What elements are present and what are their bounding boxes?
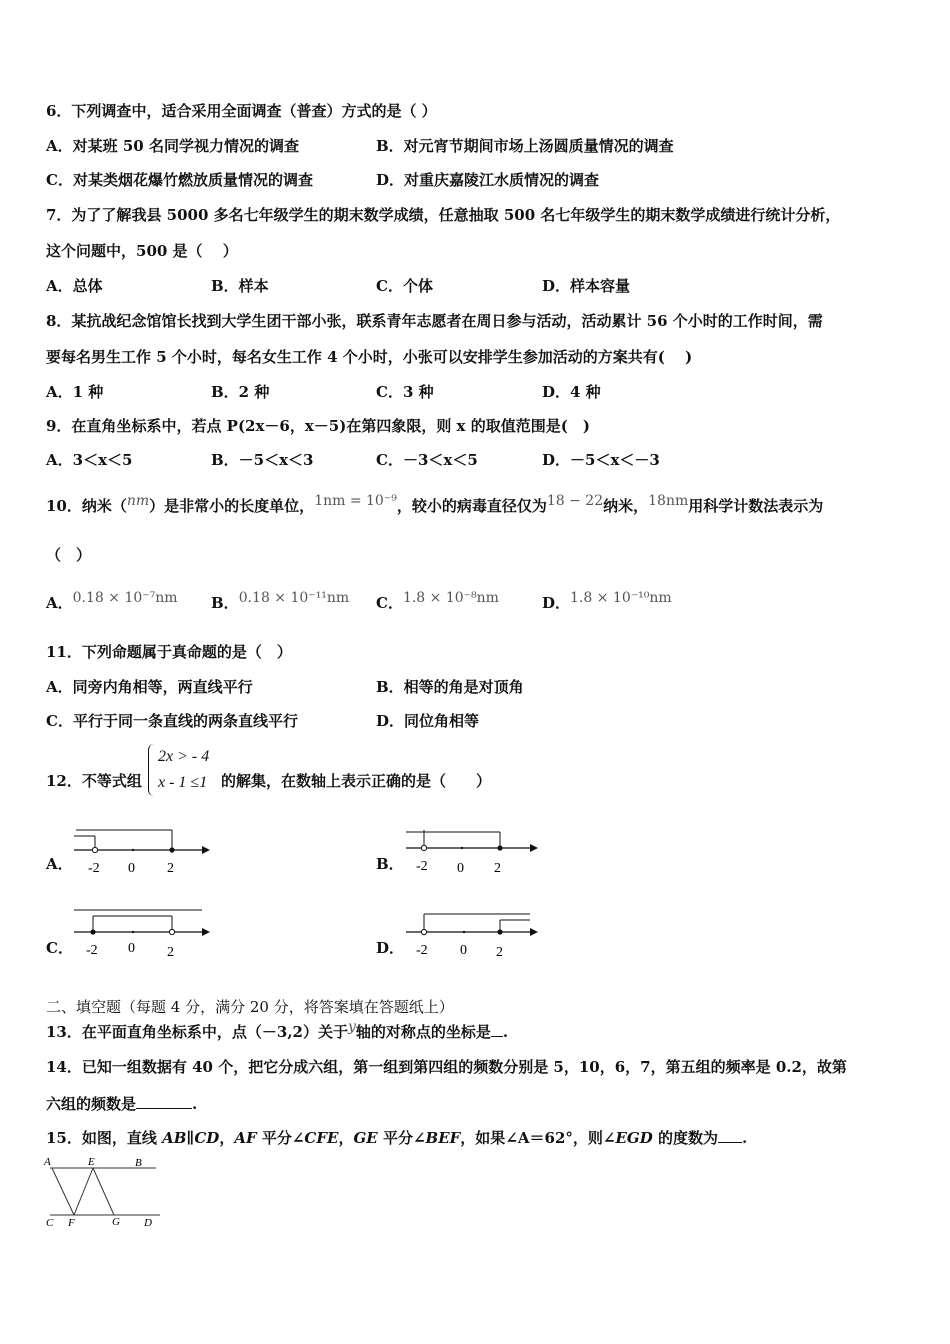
number-line-a (70, 822, 210, 878)
tick-label: 0 (457, 861, 464, 876)
q15-answer-blank[interactable] (718, 1128, 742, 1143)
q10-text-3: ，较小的病毒直径仅为 (396, 497, 547, 515)
inequality-2: x - 1 ≤1 (158, 774, 208, 791)
q15-text-3: 平分 (256, 1129, 292, 1147)
q15-text-5: 平分 (377, 1129, 413, 1147)
number-line-c (70, 904, 210, 962)
q15-text-1: 15．如图，直线 (46, 1129, 163, 1147)
q8-option-c: C．3 种 (376, 383, 434, 401)
q11-option-c: C．平行于同一条直线的两条直线平行 (46, 712, 298, 730)
q13-text-3: . (502, 1023, 509, 1041)
inequality-system (152, 744, 209, 796)
q15-text-8: 的度数为 (652, 1129, 718, 1147)
tick-label: 2 (496, 945, 503, 960)
figure-label: G (112, 1216, 120, 1228)
q11-option-a: A．同旁内角相等，两直线平行 (46, 678, 253, 696)
q15-angle-bef: ∠BEF (412, 1129, 461, 1147)
q10-option-a (46, 590, 178, 614)
figure-label: A (44, 1156, 51, 1168)
q10-option-b-formula: 0.18 × 10⁻¹¹nm (238, 590, 350, 606)
q14-answer-blank[interactable] (136, 1094, 192, 1109)
q10-range-formula: 18 − 22 (546, 493, 604, 509)
q15-text-4: ， (338, 1129, 354, 1147)
q12-suffix: 的解集，在数轴上表示正确的是（ ） (221, 772, 492, 790)
q9-option-d: D．－5＜x＜－3 (542, 451, 660, 469)
q15-angle-cfe: ∠CFE (291, 1129, 339, 1147)
q14-stem-line1: 14．已知一组数据有 40 个，把它分成六组，第一组到第四组的频数分别是 5，10，6，7，第五组的频率是 0.2，故第 (46, 1058, 847, 1076)
q12-option-c-label: C． (46, 939, 73, 957)
q10-nm-symbol: nm (126, 493, 150, 509)
q10-option-c-label: C． (376, 594, 403, 612)
q15-text-2: ， (219, 1129, 235, 1147)
tick-label: -2 (416, 859, 428, 874)
q10-option-d-label: D． (542, 594, 571, 612)
q13-stem (46, 1019, 509, 1043)
q7-stem-line2: 这个问题中，500 是（ ） (46, 242, 238, 260)
q9-option-c: C．－3＜x＜5 (376, 451, 478, 469)
q10-option-c (376, 590, 499, 614)
q15-stem (46, 1128, 747, 1148)
q14-text: 六组的频数是 (46, 1095, 137, 1113)
q12-option-a-label: A． (46, 855, 73, 873)
q10-option-b-label: B． (211, 594, 239, 612)
inequality-1: 2x > - 4 (158, 748, 210, 765)
q8-stem-line1: 8．某抗战纪念馆馆长找到大学生团干部小张，联系青年志愿者在周日参与活动，活动累计 56 个小时的工作时间，需 (46, 312, 823, 330)
q10-stem (46, 493, 824, 517)
section-heading-fill-in: 二、填空题（每题 4 分，满分 20 分，将答案填在答题纸上） (46, 998, 454, 1016)
figure-label: E (88, 1156, 95, 1168)
q10-answer-paren: （ ） (46, 546, 92, 564)
q15-ab-cd: AB∥CD (162, 1129, 220, 1147)
q9-stem: 9．在直角坐标系中，若点 P(2x－6，x－5)在第四象限，则 x 的取值范围是( ) (46, 417, 590, 435)
q7-option-b: B．样本 (211, 277, 269, 295)
q13-answer-blank[interactable] (491, 1022, 503, 1037)
q6-option-a: A．对某班 50 名同学视力情况的调查 (46, 137, 299, 155)
q12-option-b-label: B． (376, 855, 404, 873)
q8-option-d: D．4 种 (542, 383, 601, 401)
q14-stem-line2 (46, 1094, 197, 1114)
q13-text-2: 轴的对称点的坐标是 (355, 1023, 491, 1041)
tick-label: 2 (167, 861, 174, 876)
q15-af: AF (234, 1129, 257, 1147)
q10-text-5: 用科学计数法表示为 (688, 497, 824, 515)
q12-option-d-label: D． (376, 939, 405, 957)
q6-option-b: B．对元宵节期间市场上汤圆质量情况的调查 (376, 137, 674, 155)
figure-label: D (144, 1217, 152, 1229)
q8-option-b: B．2 种 (211, 383, 270, 401)
q6-option-c: C．对某类烟花爆竹燃放质量情况的调查 (46, 171, 313, 189)
q9-option-b: B．－5＜x＜3 (211, 451, 314, 469)
q15-ge: GE (353, 1129, 378, 1147)
tick-label: -2 (86, 943, 98, 958)
q7-option-a: A．总体 (46, 277, 103, 295)
q15-text-6: ，如果 (460, 1129, 506, 1147)
q7-stem-line1: 7．为了了解我县 5000 多名七年级学生的期末数学成绩，任意抽取 500 名七年级学生的期末数学成绩进行统计分析， (46, 206, 841, 224)
q8-stem-line2: 要每名男生工作 5 个小时，每名女生工作 4 个小时，小张可以安排学生参加活动的方案共有( ) (46, 348, 693, 366)
q13-text-1: 13．在平面直角坐标系中，点（－3,2）关于 (46, 1023, 348, 1041)
number-line-d (402, 904, 542, 962)
q6-option-d: D．对重庆嘉陵江水质情况的调查 (376, 171, 600, 189)
tick-label: 2 (167, 945, 174, 960)
tick-label: -2 (88, 861, 100, 876)
q10-text-1: 10．纳米（ (46, 497, 127, 515)
tick-label: -2 (416, 943, 428, 958)
figure-label: F (68, 1217, 75, 1229)
q15-end: . (741, 1129, 748, 1147)
tick-label: 2 (494, 861, 501, 876)
figure-label: C (46, 1217, 54, 1229)
tick-label: 0 (128, 941, 135, 956)
q15-angle-a: ∠A＝62° (505, 1129, 573, 1147)
number-line-b (402, 820, 542, 878)
q15-angle-egd: ∠EGD (602, 1129, 653, 1147)
q11-stem: 11．下列命题属于真命题的是（ ） (46, 643, 292, 661)
q15-geometry-figure (40, 1152, 170, 1232)
q14-end: . (192, 1095, 198, 1113)
q7-option-c: C．个体 (376, 277, 433, 295)
q10-definition-formula: 1nm = 10⁻⁹ (314, 493, 397, 509)
tick-label: 0 (128, 861, 135, 876)
q10-option-a-formula: 0.18 × 10⁻⁷nm (72, 590, 178, 606)
q10-option-b (211, 590, 350, 614)
q10-value-formula: 18nm (648, 493, 689, 509)
q15-text-7: ，则 (572, 1129, 603, 1147)
q11-option-b: B．相等的角是对顶角 (376, 678, 524, 696)
q13-y-var: y (347, 1019, 356, 1035)
q10-option-d (542, 590, 672, 614)
q10-text-2: ）是非常小的长度单位， (149, 497, 315, 515)
q10-option-d-formula: 1.8 × 10⁻¹⁰nm (570, 590, 672, 606)
q8-option-a: A．1 种 (46, 383, 104, 401)
q6-stem: 6．下列调查中，适合采用全面调查（普查）方式的是（ ） (46, 102, 437, 120)
q11-option-d: D．同位角相等 (376, 712, 480, 730)
q10-text-4: 纳米， (603, 497, 649, 515)
q7-option-d: D．样本容量 (542, 277, 631, 295)
tick-label: 0 (460, 943, 467, 958)
figure-label: B (135, 1157, 142, 1169)
q10-option-c-formula: 1.8 × 10⁻⁸nm (402, 590, 499, 606)
q10-option-a-label: A． (46, 594, 73, 612)
q9-option-a: A．3＜x＜5 (46, 451, 133, 469)
q12-prefix: 12．不等式组 (46, 772, 142, 790)
